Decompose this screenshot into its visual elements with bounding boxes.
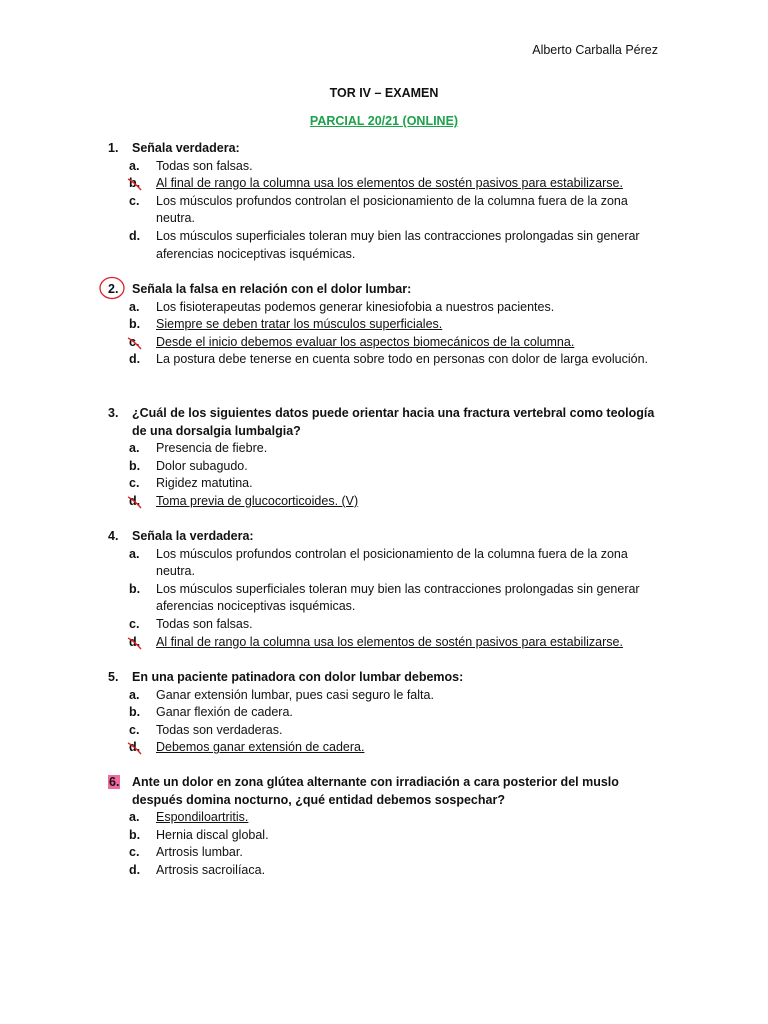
option-b: b. Los músculos superficiales toleran muy bien las contracciones prolongadas sin generar aferencias nociceptivas isquémicas.	[129, 581, 640, 614]
question-4	[108, 528, 668, 651]
option-d: d. Los músculos superficiales toleran muy bien las contracciones prolongadas sin generar aferencias nociceptivas isquémicas.	[129, 228, 640, 261]
question-6	[108, 774, 668, 880]
exam-title: TOR IV – EXAMEN	[329, 86, 439, 100]
option-d: d. La postura debe tenerse en cuenta sobre todo en personas con dolor de larga evolución.	[129, 352, 649, 367]
author-name: Alberto Carballa Pérez	[532, 43, 658, 57]
option-b: b. Al final de rango la columna usa los elementos de sostén pasivos para estabilizarse.	[108, 175, 668, 193]
option-a: a. Los fisioterapeutas podemos generar kinesiofobia a nuestros pacientes.	[129, 299, 555, 314]
option-c: c. Rigidez matutina.	[129, 476, 253, 491]
question-number: 3.	[108, 406, 119, 420]
option-c: c. Desde el inicio debemos evaluar los aspectos biomecánicos de la columna.	[108, 334, 668, 352]
question-5	[108, 669, 668, 757]
option-a: a. Ganar extensión lumbar, pues casi seguro le falta.	[129, 687, 434, 702]
question-text: Señala verdadera:	[132, 141, 240, 155]
option-b: b. Ganar flexión de cadera.	[129, 705, 293, 720]
option-d: d. Debemos ganar extensión de cadera.	[108, 739, 668, 757]
question-text: ¿Cuál de los siguientes datos puede orientar hacia una fractura vertebral como teología de una dorsalgia lumbalgia?	[132, 406, 655, 438]
option-b: b. Hernia discal global.	[129, 827, 269, 842]
option-d: d. Artrosis sacroilíaca.	[129, 862, 266, 877]
option-c: c. Artrosis lumbar.	[129, 845, 243, 860]
question-number: 2.	[108, 282, 119, 296]
question-text: En una paciente patinadora con dolor lumbar debemos:	[132, 670, 464, 684]
option-a: a. Los músculos profundos controlan el posicionamiento de la columna fuera de la zona neutra.	[129, 546, 628, 579]
option-c: c. Todas son verdaderas.	[129, 722, 283, 737]
option-a: a. Presencia de fiebre.	[129, 441, 268, 456]
option-a: a. Espondiloartritis.	[129, 810, 249, 825]
question-text: Señala la verdadera:	[132, 529, 254, 543]
question-number: 5.	[108, 670, 119, 684]
question-number: 4.	[108, 529, 119, 543]
option-c: c. Los músculos profundos controlan el posicionamiento de la columna fuera de la zona neutra.	[129, 193, 628, 226]
exam-subtitle: PARCIAL 20/21 (ONLINE)	[309, 114, 459, 128]
option-a: a. Todas son falsas.	[129, 158, 253, 173]
option-b: b. Dolor subagudo.	[129, 458, 248, 473]
option-d: d. Al final de rango la columna usa los elementos de sostén pasivos para estabilizarse.	[108, 634, 668, 652]
question-number-highlight: 6.	[109, 775, 120, 789]
option-c: c. Todas son falsas.	[129, 616, 253, 631]
question-2	[108, 281, 668, 369]
question-text: Señala la falsa en relación con el dolor lumbar:	[132, 282, 412, 296]
question-1	[108, 140, 668, 263]
question-text: Ante un dolor en zona glútea alternante con irradiación a cara posterior del muslo después domina nocturno, ¿qué entidad debemos sospechar?	[132, 775, 619, 807]
question-3	[108, 405, 668, 511]
question-number: 1.	[108, 141, 119, 155]
option-d: d. Toma previa de glucocorticoides. (V)	[108, 493, 668, 511]
option-b: b. Siempre se deben tratar los músculos superficiales.	[129, 317, 443, 332]
